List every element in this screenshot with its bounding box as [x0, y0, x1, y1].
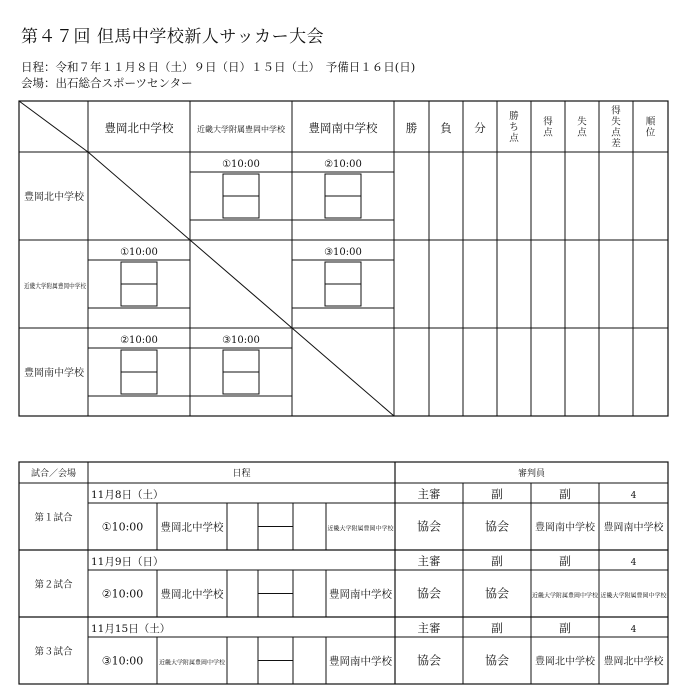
stat-header-char: 位: [645, 127, 656, 139]
ref-name: 協会: [484, 653, 510, 668]
ref-name: 豊岡南中学校: [603, 522, 664, 534]
ref-name: 近畿大学附属豊岡中学校: [532, 592, 599, 600]
match-time: ①10:00: [101, 520, 144, 534]
row-team-name: 豊岡北中学校: [24, 192, 84, 203]
ref-role: 主審: [417, 621, 441, 635]
ref-name: 豊岡北中学校: [603, 656, 664, 668]
match-time-label: ③10:00: [324, 247, 362, 258]
match-label: 第１試合: [34, 512, 73, 524]
ref-role: 副: [559, 554, 571, 568]
home-team: 近畿大学附属豊岡中学校: [159, 659, 226, 667]
stat-header-char: 得: [611, 105, 621, 117]
ref-role: 副: [491, 554, 503, 568]
stat-header: 分: [474, 121, 486, 135]
stat-header-char: ち: [509, 122, 519, 133]
match-time-label: ②10:00: [324, 159, 362, 170]
stat-header: 勝: [405, 121, 418, 135]
stat-header-char: 失: [611, 116, 621, 128]
ref-role: 主審: [417, 487, 441, 501]
ref-role: 主審: [417, 554, 441, 568]
match-time-label: ③10:00: [222, 335, 260, 346]
ref-name: 協会: [484, 586, 510, 601]
corner-diagonal: [19, 101, 88, 152]
match-time-label: ②10:00: [120, 335, 158, 346]
match-time-label: ①10:00: [120, 247, 158, 258]
stat-header-char: 失: [577, 116, 587, 128]
ref-role: 4: [630, 558, 637, 568]
stat-header-char: 順: [645, 116, 656, 128]
header-match-venue: 試合／会場: [30, 469, 77, 479]
match-date: 11月15日（土）: [91, 623, 171, 635]
league-table-border: [19, 101, 668, 416]
ref-role: 副: [559, 621, 571, 635]
header-team-name: 豊岡北中学校: [104, 121, 174, 135]
away-team: 近畿大学附属豊岡中学校: [327, 525, 394, 533]
match-date: 11月8日（土）: [91, 489, 164, 501]
ref-name: 協会: [416, 519, 442, 534]
header-referees: 審判員: [517, 469, 546, 479]
ref-role: 4: [630, 625, 637, 635]
ref-name: 豊岡南中学校: [535, 522, 595, 534]
match-date: 11月9日（日）: [91, 556, 164, 568]
ref-role: 副: [491, 621, 503, 635]
match-label: 第２試合: [34, 579, 73, 591]
ref-role: 4: [630, 491, 637, 501]
page-title: 第４７回 但馬中学校新人サッカー大会: [21, 27, 325, 47]
ref-name: 協会: [416, 586, 442, 601]
ref-name: 近畿大学附属豊岡中学校: [600, 592, 667, 600]
away-team: 豊岡南中学校: [329, 588, 392, 601]
stat-header-char: 点: [543, 127, 553, 139]
ref-name: 豊岡北中学校: [535, 656, 595, 668]
schedule-line: 日程：令和７年１１月８日（土）９日（日）１５日（土） 予備日１６日(日): [21, 60, 416, 74]
ref-role: 副: [491, 487, 503, 501]
ref-role: 副: [559, 487, 571, 501]
ref-name: 協会: [416, 653, 442, 668]
stat-header-char: 勝: [509, 111, 519, 122]
match-time: ③10:00: [101, 654, 144, 668]
self-match-diagonal: [190, 240, 292, 328]
header-team-name: 近畿大学附属豊岡中学校: [197, 125, 285, 134]
row-team-name: 豊岡南中学校: [24, 368, 84, 379]
self-match-diagonal: [88, 152, 190, 240]
stat-header-char: 得: [543, 116, 553, 128]
away-team: 豊岡南中学校: [329, 655, 392, 668]
header-schedule: 日程: [232, 469, 251, 479]
self-match-diagonal: [292, 328, 394, 416]
stat-header-char: 差: [611, 138, 621, 150]
match-label: 第３試合: [34, 646, 73, 658]
row-team-name: 近畿大学附属豊岡中学校: [24, 282, 96, 290]
match-time-label: ①10:00: [222, 159, 260, 170]
stat-header-char: 点: [611, 127, 621, 139]
stat-header-char: 点: [577, 127, 587, 139]
stat-header-char: 点: [509, 133, 519, 144]
venue-line: 会場：出石総合スポーツセンター: [21, 76, 193, 90]
home-team: 豊岡北中学校: [160, 588, 224, 601]
ref-name: 協会: [484, 519, 510, 534]
header-team-name: 豊岡南中学校: [308, 121, 378, 135]
home-team: 豊岡北中学校: [160, 521, 224, 534]
stat-header: 負: [440, 121, 452, 135]
match-time: ②10:00: [101, 587, 144, 601]
